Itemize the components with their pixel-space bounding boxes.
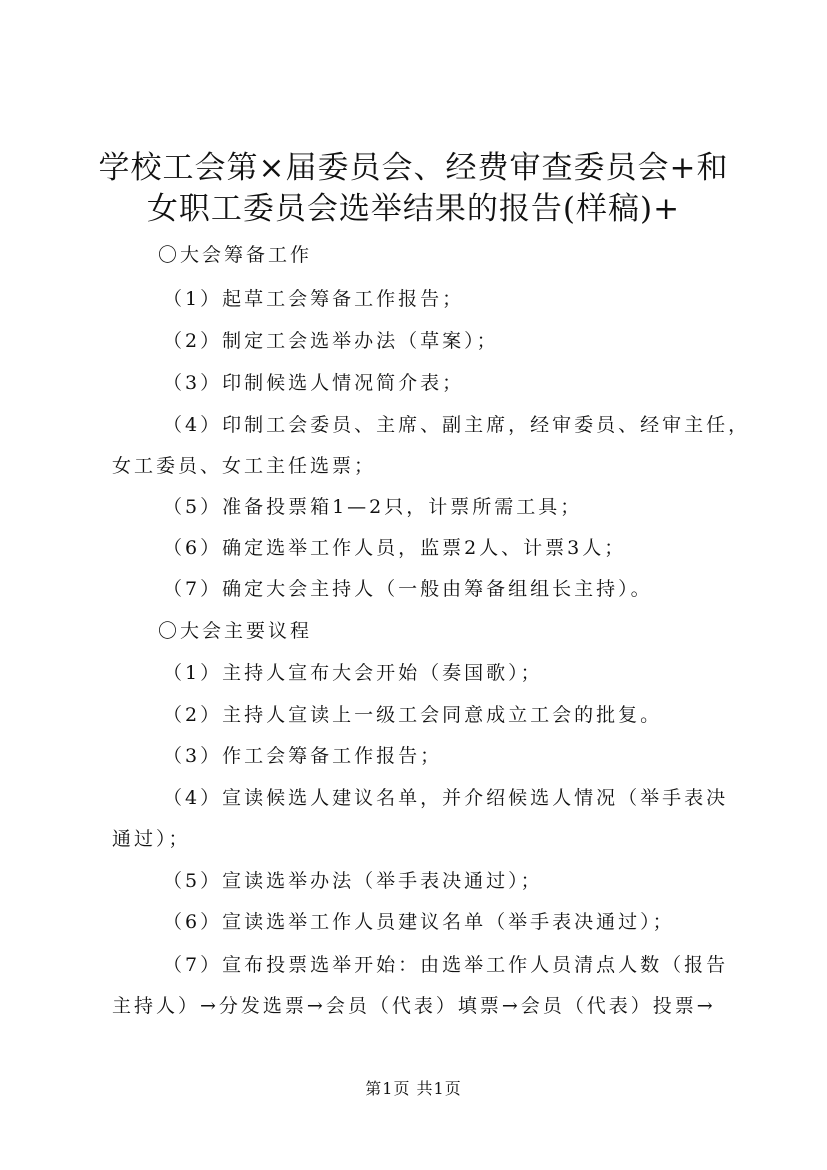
- preparation-item-4-continued: 女工委员、女工主任选票；: [112, 455, 377, 477]
- agenda-item-4: （4）宣读候选人建议名单，并介绍候选人情况（举手表决: [163, 787, 729, 809]
- document-title-line-1: 学校工会第×届委员会、经费审查委员会+和: [98, 150, 729, 186]
- preparation-item-6: （6）确定选举工作人员，监票2人、计票3人；: [163, 537, 627, 559]
- document-title-line-2: 女职工委员会选举结果的报告(样稿)+: [146, 191, 681, 227]
- agenda-item-3: （3）作工会筹备工作报告；: [163, 745, 443, 767]
- preparation-item-5: （5）准备投票箱1—2只，计票所需工具；: [163, 496, 583, 518]
- agenda-item-4-continued: 通过）；: [112, 828, 191, 850]
- preparation-item-1: （1）起草工会筹备工作报告；: [163, 288, 465, 310]
- section-heading-preparation: 〇大会筹备工作: [158, 244, 313, 266]
- agenda-item-7: （7）宣布投票选举开始：由选举工作人员清点人数（报告: [163, 954, 729, 976]
- preparation-item-2: （2）制定工会选举办法（草案）；: [163, 330, 499, 352]
- preparation-item-7: （7）确定大会主持人（一般由筹备组组长主持）。: [163, 578, 653, 600]
- section-heading-agenda: 〇大会主要议程: [158, 620, 313, 642]
- preparation-item-4: （4）印制工会委员、主席、副主席，经审委员、经审主任，: [163, 414, 751, 436]
- agenda-item-6: （6）宣读选举工作人员建议名单（举手表决通过）；: [163, 911, 675, 933]
- agenda-item-5: （5）宣读选举办法（举手表决通过）；: [163, 870, 543, 892]
- agenda-item-1: （1）主持人宣布大会开始（奏国歌）；: [163, 662, 543, 684]
- agenda-item-7-continued: 主持人）→分发选票→会员（代表）填票→会员（代表）投票→: [112, 995, 716, 1017]
- agenda-item-2: （2）主持人宣读上一级工会同意成立工会的批复。: [163, 704, 663, 726]
- page-number-footer: 第1页 共1页: [365, 1079, 462, 1098]
- preparation-item-3: （3）印制候选人情况简介表；: [163, 372, 465, 394]
